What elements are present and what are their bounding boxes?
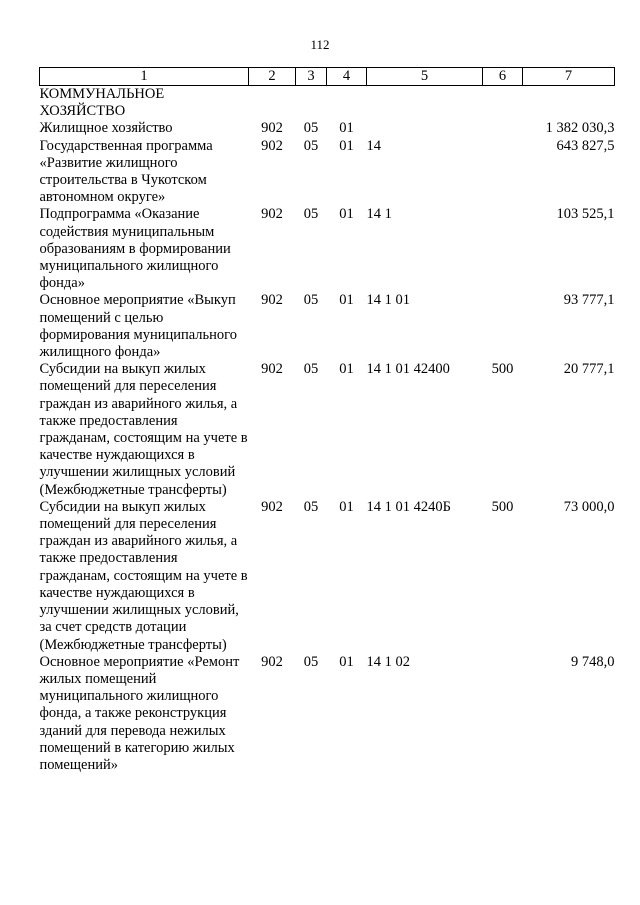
table-row [40, 654, 615, 774]
table-row [40, 499, 615, 654]
row-col-3: 05 [303, 206, 319, 223]
row-col-4: 01 [339, 653, 354, 670]
row-col-3: 05 [303, 361, 319, 378]
row-col-6: 500 [491, 498, 514, 515]
row-amount: 73 000,0 [563, 498, 615, 515]
row-name: Государственная программа «Развитие жилищного строительства в Чукотском автономном округе» [39, 137, 213, 206]
row-col-2 [249, 86, 296, 121]
column-header-1: 1 [40, 68, 249, 86]
table-row [40, 86, 615, 121]
row-col-4: 01 [339, 498, 354, 515]
row-name: Жилищное хозяйство [39, 120, 173, 137]
row-col-6: 500 [491, 361, 514, 378]
row-name: Основное мероприятие «Выкуп помещений с целью формирования муниципального жилищного фонда» [39, 292, 237, 361]
row-col-4: 01 [339, 292, 354, 309]
row-col-3: 05 [303, 120, 319, 137]
row-col-2: 902 [261, 120, 283, 137]
row-col-4 [327, 86, 367, 121]
table-row [40, 206, 615, 292]
column-header-2: 2 [249, 68, 296, 86]
row-col-6 [483, 138, 523, 207]
row-amount: 643 827,5 [556, 137, 615, 154]
row-col-5: 14 1 01 [366, 292, 410, 309]
table-row [40, 361, 615, 499]
row-col-4: 01 [339, 361, 354, 378]
row-col-4: 01 [339, 206, 354, 223]
row-col-5: 14 1 02 [366, 653, 410, 670]
row-col-5: 14 1 01 42400 [366, 361, 450, 378]
row-amount: 103 525,1 [556, 206, 615, 223]
row-col-2: 902 [261, 361, 283, 378]
row-amount: 9 748,0 [571, 653, 615, 670]
row-col-4: 01 [339, 120, 354, 137]
row-name: КОММУНАЛЬНОЕ ХОЗЯЙСТВО [39, 86, 165, 120]
table-row [40, 138, 615, 207]
row-col-6 [483, 654, 523, 774]
row-col-4: 01 [339, 137, 354, 154]
column-header-6: 6 [483, 68, 523, 86]
column-header-7: 7 [523, 68, 615, 86]
row-name: Субсидии на выкуп жилых помещений для переселения граждан из аварийного жилья, а также предоставления гражданам, состоящим на учете в качестве нуждающихся в улучшении жилищных условий, за счет средств дотации (Межбюджетные трансферты) [39, 498, 248, 653]
row-col-5 [367, 86, 483, 121]
column-header-5: 5 [367, 68, 483, 86]
row-col-3: 05 [303, 292, 319, 309]
row-col-2: 902 [261, 292, 283, 309]
row-col-6 [483, 120, 523, 137]
row-col-5: 14 1 [366, 206, 392, 223]
table-header-row [40, 68, 615, 86]
row-col-2: 902 [261, 653, 283, 670]
table-row [40, 120, 615, 137]
row-amount: 93 777,1 [563, 292, 615, 309]
column-header-4: 4 [327, 68, 367, 86]
row-name: Основное мероприятие «Ремонт жилых помещений муниципального жилищного фонда, а также реконструкция зданий для перевода нежилых помещений в категорию жилых помещений» [39, 653, 240, 773]
row-col-5: 14 1 01 4240Б [366, 498, 451, 515]
row-col-3: 05 [303, 653, 319, 670]
row-name: Субсидии на выкуп жилых помещений для переселения граждан из аварийного жилья, а также предоставления гражданам, состоящим на учете в качестве нуждающихся в улучшении жилищных условий (Межбюджетные трансферты) [39, 361, 248, 498]
row-col-2: 902 [261, 498, 283, 515]
budget-table [39, 67, 615, 774]
row-col-2: 902 [261, 206, 283, 223]
row-col-5: 14 [366, 137, 381, 154]
row-amount [523, 86, 615, 121]
table-row [40, 292, 615, 361]
row-col-6 [483, 86, 523, 121]
row-col-5 [367, 120, 483, 137]
row-name: Подпрограмма «Оказание содействия муниципальным образованиям в формировании муниципального жилищного фонда» [39, 206, 231, 292]
row-col-3: 05 [303, 137, 319, 154]
row-col-3 [296, 86, 327, 121]
row-amount: 20 777,1 [563, 361, 615, 378]
row-amount: 1 382 030,3 [545, 120, 615, 137]
row-col-2: 902 [261, 137, 283, 154]
row-col-6 [483, 292, 523, 361]
page-number: 112 [310, 37, 330, 52]
row-col-6 [483, 206, 523, 292]
column-header-3: 3 [296, 68, 327, 86]
row-col-3: 05 [303, 498, 319, 515]
